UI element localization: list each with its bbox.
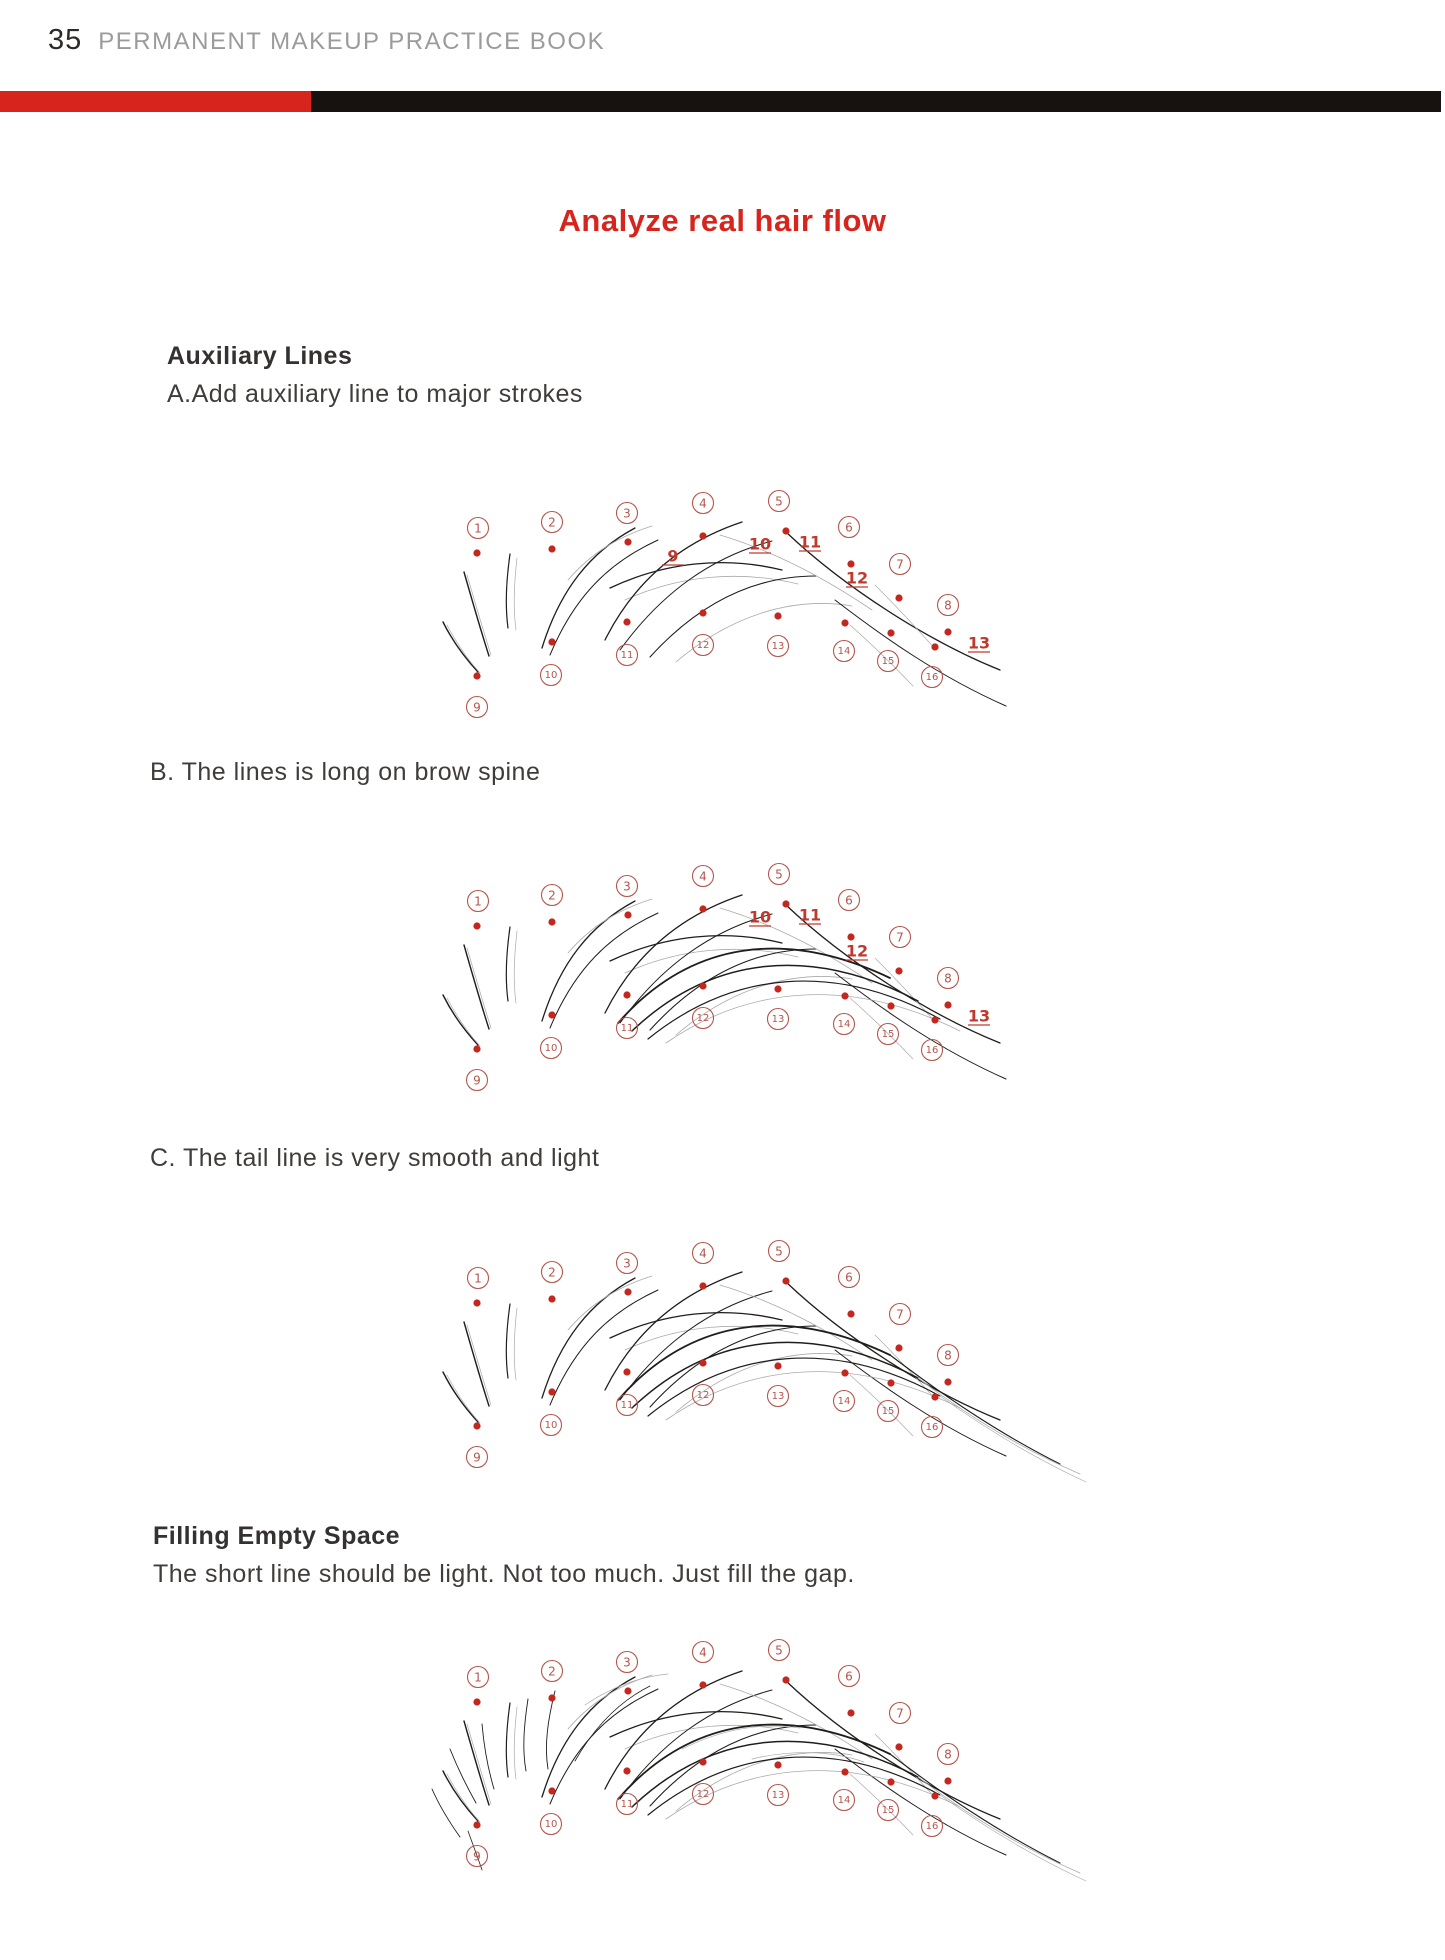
marker-number: 6 [845,893,853,908]
point-marker-4 [693,493,714,540]
marker-number: 1 [474,894,482,909]
hair-stroke [786,1282,1000,1420]
hair-stroke [467,1325,491,1405]
point-marker-1 [468,1268,489,1307]
marker-dot [887,629,894,636]
marker-dot [931,1393,938,1400]
section-subline-auxiliary: A.Add auxiliary line to major strokes [167,380,583,408]
point-marker-5 [769,1640,790,1684]
point-marker-7 [890,554,911,602]
point-marker-13 [768,985,789,1029]
point-marker-14 [834,1369,855,1411]
hair-stroke [875,1335,936,1400]
caption-b: B. The lines is long on brow spine [150,758,541,786]
point-marker-4 [693,1243,714,1290]
section-filling-empty-space [153,1522,855,1589]
hair-stroke [666,1372,960,1420]
marker-number: 11 [620,1023,634,1034]
marker-number: 9 [473,1849,481,1864]
point-marker-16 [922,1016,943,1060]
hair-stroke [447,625,480,673]
marker-dot [699,905,706,912]
hair-stroke [514,1707,517,1779]
section-heading-filling: Filling Empty Space [153,1522,401,1550]
hair-flow-drawing [420,1230,1120,1522]
marker-dot [624,911,631,918]
point-marker-8 [938,595,959,636]
hair-stroke [542,528,635,648]
marker-dot [895,594,902,601]
point-marker-15 [878,1379,899,1421]
marker-dot [548,638,555,645]
hair-stroke [575,1686,650,1761]
marker-number: 4 [699,496,707,511]
hair-stroke [447,1774,480,1822]
point-marker-14 [834,1768,855,1810]
marker-number: 3 [623,1655,631,1670]
stroke-number-label: 10 [748,534,772,554]
page-header [48,24,605,57]
marker-dot [699,609,706,616]
point-marker-7 [890,927,911,975]
point-marker-2 [542,512,563,553]
point-marker-10 [541,1388,562,1435]
point-marker-9 [467,1422,488,1467]
page-number: 35 [48,24,83,56]
hair-stroke [650,1326,816,1407]
marker-dot [887,1379,894,1386]
marker-dot [774,1362,781,1369]
marker-number: 4 [699,869,707,884]
hair-stroke [720,1285,872,1360]
point-marker-13 [768,1362,789,1406]
marker-dot [548,1295,555,1302]
point-marker-13 [768,612,789,656]
marker-number: 7 [896,1307,904,1322]
marker-number: 10 [544,670,558,681]
point-marker-10 [541,638,562,685]
marker-number: 9 [473,700,481,715]
diagram-filling-empty-space [420,1629,1120,1921]
header-divider-bar [0,91,1441,112]
marker-dot [887,1002,894,1009]
point-marker-9 [467,1045,488,1090]
hair-stroke [620,541,772,650]
point-marker-1 [468,518,489,557]
hair-stroke [542,1278,635,1398]
point-marker-16 [922,1393,943,1437]
marker-number: 3 [623,879,631,894]
point-marker-14 [834,992,855,1034]
marker-number: 12 [696,1789,710,1800]
marker-number: 13 [771,1014,785,1025]
hair-stroke [464,1322,489,1406]
point-marker-11 [617,1767,638,1814]
marker-number: 14 [837,1396,851,1407]
marker-number: 12 [696,640,710,651]
marker-dot [624,1288,631,1295]
marker-dot [623,1767,630,1774]
marker-number: 5 [775,1244,783,1259]
hair-stroke [464,572,489,656]
marker-number: 11 [620,1799,634,1810]
marker-dot [699,1282,706,1289]
marker-dot [841,1768,848,1775]
marker-dot [841,1369,848,1376]
marker-number: 13 [771,1790,785,1801]
marker-dot [548,1787,555,1794]
point-marker-15 [878,1778,899,1820]
hair-stroke [506,927,510,1001]
point-marker-8 [938,968,959,1009]
marker-dot [623,1368,630,1375]
point-marker-10 [541,1011,562,1058]
hair-stroke [720,1684,872,1759]
marker-dot [548,545,555,552]
marker-number: 16 [925,1045,939,1056]
marker-number: 2 [548,888,556,903]
point-marker-1 [468,1667,489,1706]
marker-dot [944,628,951,635]
hair-stroke [546,1691,555,1769]
point-marker-9 [467,672,488,717]
marker-number: 6 [845,1270,853,1285]
point-marker-11 [617,991,638,1038]
marker-number: 16 [925,672,939,683]
hair-stroke [650,949,816,1030]
marker-dot [699,982,706,989]
hair-stroke [464,1721,489,1805]
hair-stroke [447,1375,480,1423]
stroke-number-label: 11 [798,532,822,552]
marker-number: 10 [544,1420,558,1431]
divider-black-segment [311,91,1441,112]
marker-dot [473,1698,480,1705]
hair-stroke [514,1308,517,1380]
hair-stroke [550,913,658,1028]
marker-number: 6 [845,1669,853,1684]
hair-stroke [550,1689,658,1804]
hair-stroke [514,558,517,630]
hair-stroke [666,1771,960,1819]
marker-dot [548,1694,555,1701]
marker-dot [782,527,789,534]
marker-number: 2 [548,1265,556,1280]
hair-stroke [467,948,491,1028]
point-marker-6 [839,517,860,568]
marker-number: 5 [775,1643,783,1658]
marker-number: 14 [837,1795,851,1806]
marker-number: 9 [473,1073,481,1088]
marker-number: 3 [623,1256,631,1271]
hair-stroke [650,1725,816,1806]
marker-dot [931,643,938,650]
point-marker-6 [839,890,860,941]
stroke-number-label: 9 [667,546,679,566]
hair-stroke [550,1290,658,1405]
marker-number: 13 [771,641,785,652]
hair-stroke [625,1725,798,1749]
point-marker-8 [938,1345,959,1386]
marker-number: 7 [896,930,904,945]
marker-dot [944,1378,951,1385]
point-marker-7 [890,1703,911,1751]
point-marker-6 [839,1666,860,1717]
marker-number: 15 [881,656,895,667]
page-title: Analyze real hair flow [558,203,887,238]
marker-number: 10 [544,1043,558,1054]
marker-number: 2 [548,1664,556,1679]
marker-number: 7 [896,557,904,572]
stroke-number-label: 12 [845,568,869,588]
diagram-tail-line [420,1230,1120,1522]
hair-stroke [625,949,798,973]
point-marker-5 [769,491,790,535]
point-marker-4 [693,866,714,913]
marker-dot [847,560,854,567]
marker-dot [623,618,630,625]
point-marker-8 [938,1744,959,1785]
stroke-number-label: 12 [845,941,869,961]
hair-stroke [835,1749,1006,1855]
marker-dot [895,1344,902,1351]
marker-number: 8 [944,971,952,986]
marker-number: 12 [696,1013,710,1024]
marker-dot [895,967,902,974]
marker-dot [782,1676,789,1683]
marker-number: 5 [775,494,783,509]
marker-number: 8 [944,1747,952,1762]
point-marker-16 [922,643,943,687]
stroke-number-label: 11 [798,905,822,925]
marker-dot [473,1045,480,1052]
point-marker-1 [468,891,489,930]
hair-stroke [450,1749,476,1803]
hair-stroke [835,600,1006,706]
marker-number: 9 [473,1450,481,1465]
hair-stroke [666,995,960,1043]
marker-number: 4 [699,1645,707,1660]
hair-stroke [506,1304,510,1378]
marker-number: 16 [925,1422,939,1433]
marker-number: 8 [944,598,952,613]
marker-number: 14 [837,1019,851,1030]
marker-dot [699,1758,706,1765]
marker-number: 2 [548,515,556,530]
marker-number: 10 [544,1819,558,1830]
point-marker-9 [467,1821,488,1866]
marker-dot [473,1299,480,1306]
marker-dot [782,1277,789,1284]
marker-dot [624,1687,631,1694]
point-marker-15 [878,629,899,671]
marker-number: 5 [775,867,783,882]
hair-flow-drawing [420,480,1120,772]
book-title: PERMANENT MAKEUP PRACTICE BOOK [98,28,606,55]
marker-dot [473,922,480,929]
hair-stroke [482,1724,494,1789]
marker-dot [473,1821,480,1828]
hair-stroke [464,945,489,1029]
diagram-auxiliary-lines [420,480,1120,772]
point-marker-14 [834,619,855,661]
marker-number: 6 [845,520,853,535]
hair-stroke [542,901,635,1021]
marker-dot [841,619,848,626]
marker-number: 15 [881,1406,895,1417]
marker-number: 3 [623,506,631,521]
hair-stroke [875,958,936,1023]
marker-number: 13 [771,1391,785,1402]
point-marker-10 [541,1787,562,1834]
hair-stroke [467,575,491,655]
marker-dot [931,1792,938,1799]
point-marker-2 [542,1661,563,1702]
point-marker-4 [693,1642,714,1689]
divider-red-segment [0,91,311,112]
hair-stroke [835,973,1006,1079]
marker-dot [623,991,630,998]
marker-dot [895,1743,902,1750]
marker-dot [473,672,480,679]
marker-dot [548,1388,555,1395]
marker-dot [931,1016,938,1023]
hair-stroke [835,1350,1006,1456]
marker-number: 7 [896,1706,904,1721]
hair-stroke [550,540,658,655]
marker-dot [944,1001,951,1008]
hair-stroke [625,1326,798,1350]
marker-dot [473,1422,480,1429]
stroke-number-label: 13 [967,1006,991,1026]
marker-dot [847,1310,854,1317]
hair-stroke [447,998,480,1046]
marker-dot [782,900,789,907]
point-marker-13 [768,1761,789,1805]
marker-number: 15 [881,1805,895,1816]
marker-dot [699,532,706,539]
marker-number: 1 [474,1670,482,1685]
marker-dot [699,1681,706,1688]
hair-stroke [542,1677,635,1797]
stroke-number-label: 10 [748,907,772,927]
marker-dot [774,1761,781,1768]
marker-dot [774,612,781,619]
marker-number: 16 [925,1821,939,1832]
point-marker-7 [890,1304,911,1352]
marker-dot [847,1709,854,1716]
hair-stroke [506,554,510,628]
marker-number: 15 [881,1029,895,1040]
hair-stroke [875,1734,936,1799]
point-marker-15 [878,1002,899,1044]
section-auxiliary-lines [167,342,583,409]
marker-number: 8 [944,1348,952,1363]
marker-dot [624,538,631,545]
point-marker-6 [839,1267,860,1318]
hair-flow-drawing [420,1629,1120,1921]
point-marker-11 [617,618,638,665]
caption-c: C. The tail line is very smooth and light [150,1144,600,1172]
point-marker-16 [922,1792,943,1836]
hair-stroke [506,1703,510,1777]
hair-flow-drawing [420,853,1120,1145]
point-marker-5 [769,1241,790,1285]
marker-number: 1 [474,1271,482,1286]
section-subline-filling: The short line should be light. Not too much. Just fill the gap. [153,1560,855,1588]
hair-stroke [625,576,798,600]
stroke-number-label: 13 [967,633,991,653]
point-marker-2 [542,1262,563,1303]
hair-stroke [524,1699,528,1771]
hair-stroke [514,931,517,1003]
hair-stroke [875,585,936,650]
marker-number: 1 [474,521,482,536]
marker-number: 11 [620,1400,634,1411]
point-marker-11 [617,1368,638,1415]
marker-dot [548,918,555,925]
point-marker-5 [769,864,790,908]
marker-dot [548,1011,555,1018]
section-heading-auxiliary: Auxiliary Lines [167,342,353,370]
marker-number: 14 [837,646,851,657]
marker-number: 4 [699,1246,707,1261]
marker-dot [774,985,781,992]
marker-dot [944,1777,951,1784]
marker-dot [841,992,848,999]
marker-dot [887,1778,894,1785]
hair-stroke [786,1681,1000,1819]
marker-dot [847,933,854,940]
diagram-brow-spine [420,853,1120,1145]
marker-dot [473,549,480,556]
marker-dot [699,1359,706,1366]
hair-stroke [432,1789,460,1837]
marker-number: 12 [696,1390,710,1401]
hair-stroke [650,576,816,657]
point-marker-2 [542,885,563,926]
marker-number: 11 [620,650,634,661]
